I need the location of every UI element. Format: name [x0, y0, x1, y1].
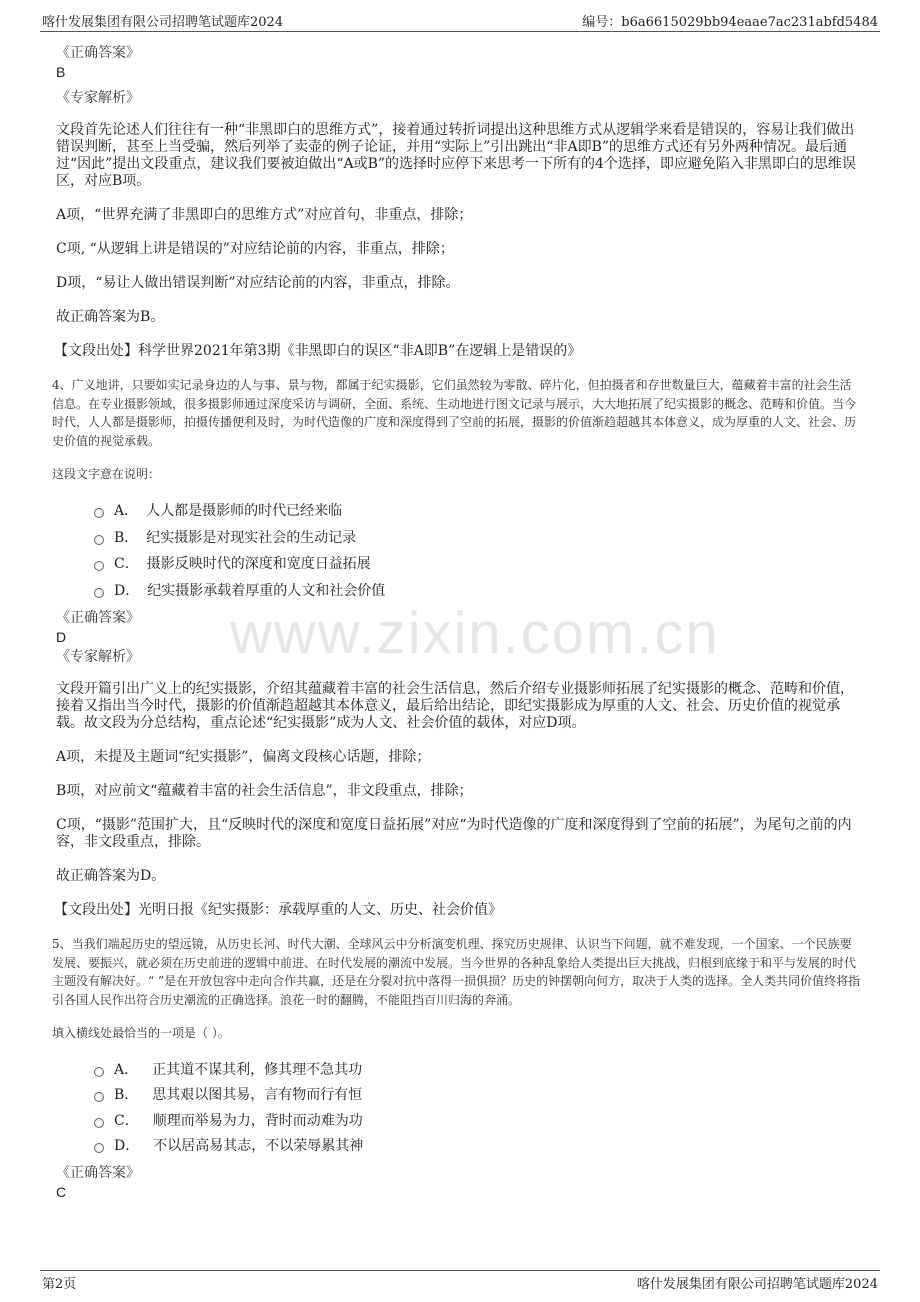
option-b[interactable] [94, 524, 862, 551]
option-text: 摄影反映时代的深度和宽度日益拓展 [146, 556, 371, 573]
footer-title: 喀什发展集团有限公司招聘笔试题库2024 [636, 1276, 878, 1292]
option-a-analysis: A项，“世界充满了非黑即白的思维方式”对应首句，非重点，排除； [56, 207, 473, 223]
option-letter: B． [114, 529, 139, 546]
conclusion: 故正确答案为B。 [56, 309, 165, 325]
answer-value: B [56, 64, 66, 80]
option-d[interactable] [94, 1133, 862, 1159]
page-number: 第2页 [42, 1276, 77, 1292]
footer-divider [40, 1270, 880, 1271]
option-text: 顺理而举易为力，背时而动难为功 [152, 1112, 363, 1129]
answer-label: 《正确答案》 [56, 610, 140, 626]
radio-button-icon[interactable] [94, 1092, 104, 1102]
option-letter: D． [114, 1138, 140, 1155]
option-a-analysis: A项，未提及主题词“纪实摄影”，偏离文段核心话题，排除； [56, 749, 431, 765]
option-c[interactable] [94, 550, 862, 577]
radio-button-icon[interactable] [94, 1143, 104, 1153]
question-5-text: 5、当我们端起历史的望远镜，从历史长河、时代大潮、全球风云中分析演变机理、探究历史规律、认识当下问题，就不难发现，一个国家、一个民族要发展、要振兴，就必须在历史前进的逻辑中前进、在时代发展的潮流中发展。当今世界的各种乱象给人类提出巨大挑战，归根到底缘于和平与发展的时代主题没有解决好。“ ”是在开放包容中走向合作共赢，还是在分裂对抗中落得一损俱损？历史的钟摆朝向何方，取决于人类的选择。全人类共同价值终将指引各国人民作出符合历史潮流的正确选择。浪花一时的翻腾，不能阻挡百川归海的奔涌。 [52, 937, 861, 1007]
option-d[interactable] [94, 577, 862, 604]
document-id: 编号：b6a6615029bb94eaae7ac231abfd5484 [582, 14, 878, 30]
option-a[interactable] [94, 497, 862, 524]
answer-value: C [56, 1184, 67, 1200]
option-b[interactable] [94, 1082, 862, 1108]
option-text: 不以居高易其志，不以荣辱累其神 [153, 1138, 364, 1155]
option-text: 人人都是摄影师的时代已经来临 [146, 503, 343, 520]
header-divider [40, 31, 880, 32]
analysis-text: 文段首先论述人们往往有一种“非黑即白的思维方式”，接着通过转折词提出这种思维方式从逻辑学来看是错误的，容易让我们做出错误判断，甚至上当受骗，然后列举了卖壶的例子论证，并用“实际上”引出跳出“非A即B”的思维方式还有另外两种情况。最后通过“因此”提出文段重点，建议我们要被迫做出“A或B”的选择时应停下来思考一下所有的4个选择，即应避免陷入非黑即白的思维误区，对应B项。 [56, 122, 856, 189]
option-c-analysis: C项, “从逻辑上讲是错误的”对应结论前的内容，非重点，排除； [56, 241, 454, 257]
option-letter: C． [114, 1112, 139, 1129]
option-b-analysis: B项，对应前文“蕴藏着丰富的社会生活信息”，非文段重点，排除； [56, 783, 473, 799]
option-letter: B． [114, 1087, 139, 1104]
option-a[interactable] [94, 1056, 862, 1082]
option-c[interactable] [94, 1107, 862, 1133]
option-text: 正其道不谋其利，修其理不急其功 [152, 1061, 363, 1078]
answer-label: 《正确答案》 [56, 1165, 140, 1181]
option-letter: D． [114, 582, 140, 599]
source: 【文段出处】光明日报《纪实摄影：承载厚重的人文、历史、社会价值》 [54, 902, 502, 918]
radio-button-icon[interactable] [94, 588, 104, 598]
option-text: 纪实摄影承载着厚重的人文和社会价值 [147, 582, 386, 599]
radio-button-icon[interactable] [94, 561, 104, 571]
option-c-analysis: C项，“摄影”范围扩大，且“反映时代的深度和宽度日益拓展”对应“为时代造像的广度和深度得到了空前的拓展”，为尾句之前的内容，非文段重点，排除。 [56, 817, 852, 850]
analysis-text: 文段开篇引出广义上的纪实摄影，介绍其蕴藏着丰富的社会生活信息，然后介绍专业摄影师拓展了纪实摄影的概念、范畴和价值，接着又指出当今时代，摄影的价值渐趋超越其本体意义，最后给出结论，即纪实摄影成为厚重的人文、社会、历史价值的视觉承载。故文段为分总结构，重点论述“纪实摄影”成为人文、社会价值的载体，对应D项。 [56, 681, 854, 731]
page-content [52, 44, 862, 1201]
option-letter: A． [114, 503, 139, 520]
question-4-options [94, 497, 862, 603]
answer-label: 《正确答案》 [56, 45, 140, 61]
conclusion: 故正确答案为D。 [56, 868, 166, 884]
question-5-prompt: 填入横线处最恰当的一项是（ ）。 [52, 1026, 230, 1040]
option-letter: C． [114, 556, 139, 573]
header-title: 喀什发展集团有限公司招聘笔试题库2024 [42, 14, 284, 30]
question-4-prompt: 这段文字意在说明： [52, 467, 161, 481]
option-letter: A． [114, 1061, 139, 1078]
radio-button-icon[interactable] [94, 535, 104, 545]
radio-button-icon[interactable] [94, 508, 104, 518]
analysis-label: 《专家解析》 [56, 649, 140, 665]
page-header [42, 10, 878, 30]
question-4-text: 4、广义地讲，只要如实记录身边的人与事、景与物，都属于纪实摄影，它们虽然较为零散、碎片化，但拍摄者和存世数量巨大，蕴藏着丰富的社会生活信息。在专业摄影领域，很多摄影师通过深度采访与调研，全面、系统、生动地进行图文记录与展示，大大地拓展了纪实摄影的概念、范畴和价值。当今时代，人人都是摄影师，拍摄传播便利及时，为时代造像的广度和深度得到了空前的拓展，摄影的价值渐趋超越其本体意义，成为厚重的人文、社会、历史价值的视觉承载。 [52, 378, 857, 448]
option-d-analysis: D项，“易让人做出错误判断”对应结论前的内容，非重点，排除。 [56, 275, 460, 291]
watermark: www.zixin.com.cn [230, 601, 720, 666]
radio-button-icon[interactable] [94, 1067, 104, 1077]
page-footer [42, 1272, 878, 1292]
analysis-label: 《专家解析》 [56, 90, 140, 106]
answer-value: D [56, 629, 67, 645]
option-text: 纪实摄影是对现实社会的生动记录 [146, 529, 357, 546]
question-5-options [94, 1056, 862, 1158]
option-text: 思其艰以图其易，言有物而行有恒 [152, 1087, 363, 1104]
source: 【文段出处】科学世界2021年第3期《非黑即白的误区“非A即B”在逻辑上是错误的》 [54, 343, 582, 359]
radio-button-icon[interactable] [94, 1118, 104, 1128]
